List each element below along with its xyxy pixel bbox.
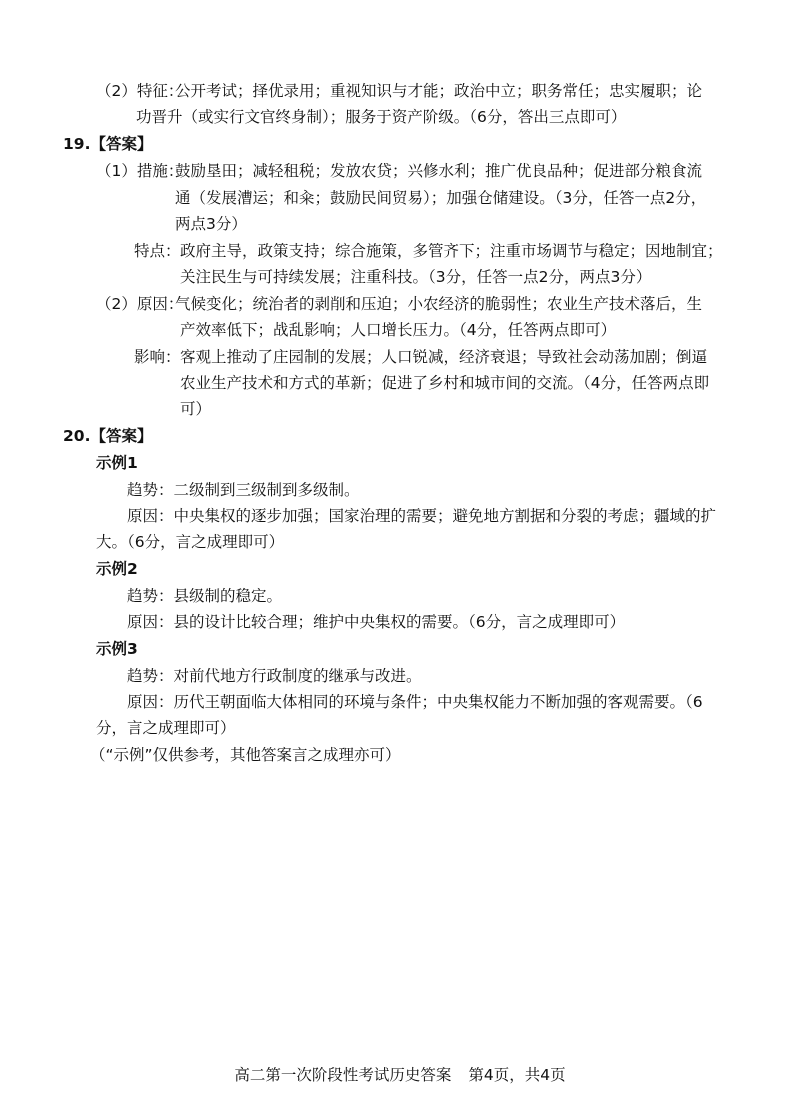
q19-part2-label: （2）原因： [96, 295, 184, 313]
q19-trait-line-2: 关注民生与可持续发展；注重科技。（3分，任答一点2分，两点3分） [180, 268, 652, 286]
q19-impact-line-3: 可） [180, 400, 212, 418]
q18-part2-label: （2）特征： [96, 82, 184, 100]
q20-example-2-title: 示例2 [96, 560, 138, 578]
q19-impact-line-1: 客观上推动了庄园制的发展；人口锐减，经济衰退；导致社会动荡加剧；倒逼 [180, 348, 708, 366]
q20-heading: 20.【答案】 [63, 427, 153, 445]
q19-trait-label: 特点： [134, 242, 181, 260]
q19-part1-line-2: 通（发展漕运；和籴；鼓励民间贸易）；加强仓储建设。（3分，任答一点2分， [175, 189, 707, 207]
q20-example-3-trend: 趋势：对前代地方行政制度的继承与改进。 [127, 667, 422, 685]
q20-example-1-reason-line-2: 大。（6分，言之成理即可） [96, 533, 285, 551]
q19-part1-line-1: 鼓励垦田；减轻租税；发放农贷；兴修水利；推广优良品种；促进部分粮食流 [175, 162, 703, 180]
q19-part1-line-3: 两点3分） [175, 215, 247, 233]
q20-example-3-title: 示例3 [96, 640, 138, 658]
q20-example-3-reason-line-1: 原因：历代王朝面临大体相同的环境与条件；中央集权能力不断加强的客观需要。（6 [127, 693, 703, 711]
footer-page-number: 第4页，共4页 [468, 1066, 566, 1084]
q19-impact-label: 影响： [134, 348, 181, 366]
q19-part1-label: （1）措施： [96, 162, 184, 180]
q20-note: （“示例”仅供参考，其他答案言之成理亦可） [90, 746, 401, 764]
footer-title: 高二第一次阶段性考试历史答案 [234, 1066, 452, 1084]
page-footer [0, 1062, 800, 1089]
q20-example-2-reason-line-1: 原因：县的设计比较合理；维护中央集权的需要。（6分，言之成理即可） [127, 613, 626, 631]
q18-part2-line-1: 公开考试；择优录用；重视知识与才能；政治中立；职务常任；忠实履职；论 [175, 82, 703, 100]
q20-example-1-trend: 趋势：二级制到三级制到多级制。 [127, 481, 360, 499]
q19-trait-line-1: 政府主导，政策支持；综合施策，多管齐下；注重市场调节与稳定；因地制宜； [180, 242, 723, 260]
q19-part2-line-1: 气候变化；统治者的剥削和压迫；小农经济的脆弱性；农业生产技术落后，生 [175, 295, 703, 313]
q19-impact-line-2: 农业生产技术和方式的革新；促进了乡村和城市间的交流。（4分，任答两点即 [180, 374, 710, 392]
q20-example-2-trend: 趋势：县级制的稳定。 [127, 587, 283, 605]
q18-part2-line-2: 功晋升（或实行文官终身制）；服务于资产阶级。（6分，答出三点即可） [136, 108, 627, 126]
q20-example-1-title: 示例1 [96, 454, 138, 472]
q20-example-1-reason-line-1: 原因：中央集权的逐步加强；国家治理的需要；避免地方割据和分裂的考虑；疆域的扩 [127, 507, 717, 525]
q19-part2-line-2: 产效率低下；战乱影响；人口增长压力。（4分，任答两点即可） [180, 321, 617, 339]
q19-heading: 19.【答案】 [63, 135, 153, 153]
q20-example-3-reason-line-2: 分，言之成理即可） [96, 719, 236, 737]
